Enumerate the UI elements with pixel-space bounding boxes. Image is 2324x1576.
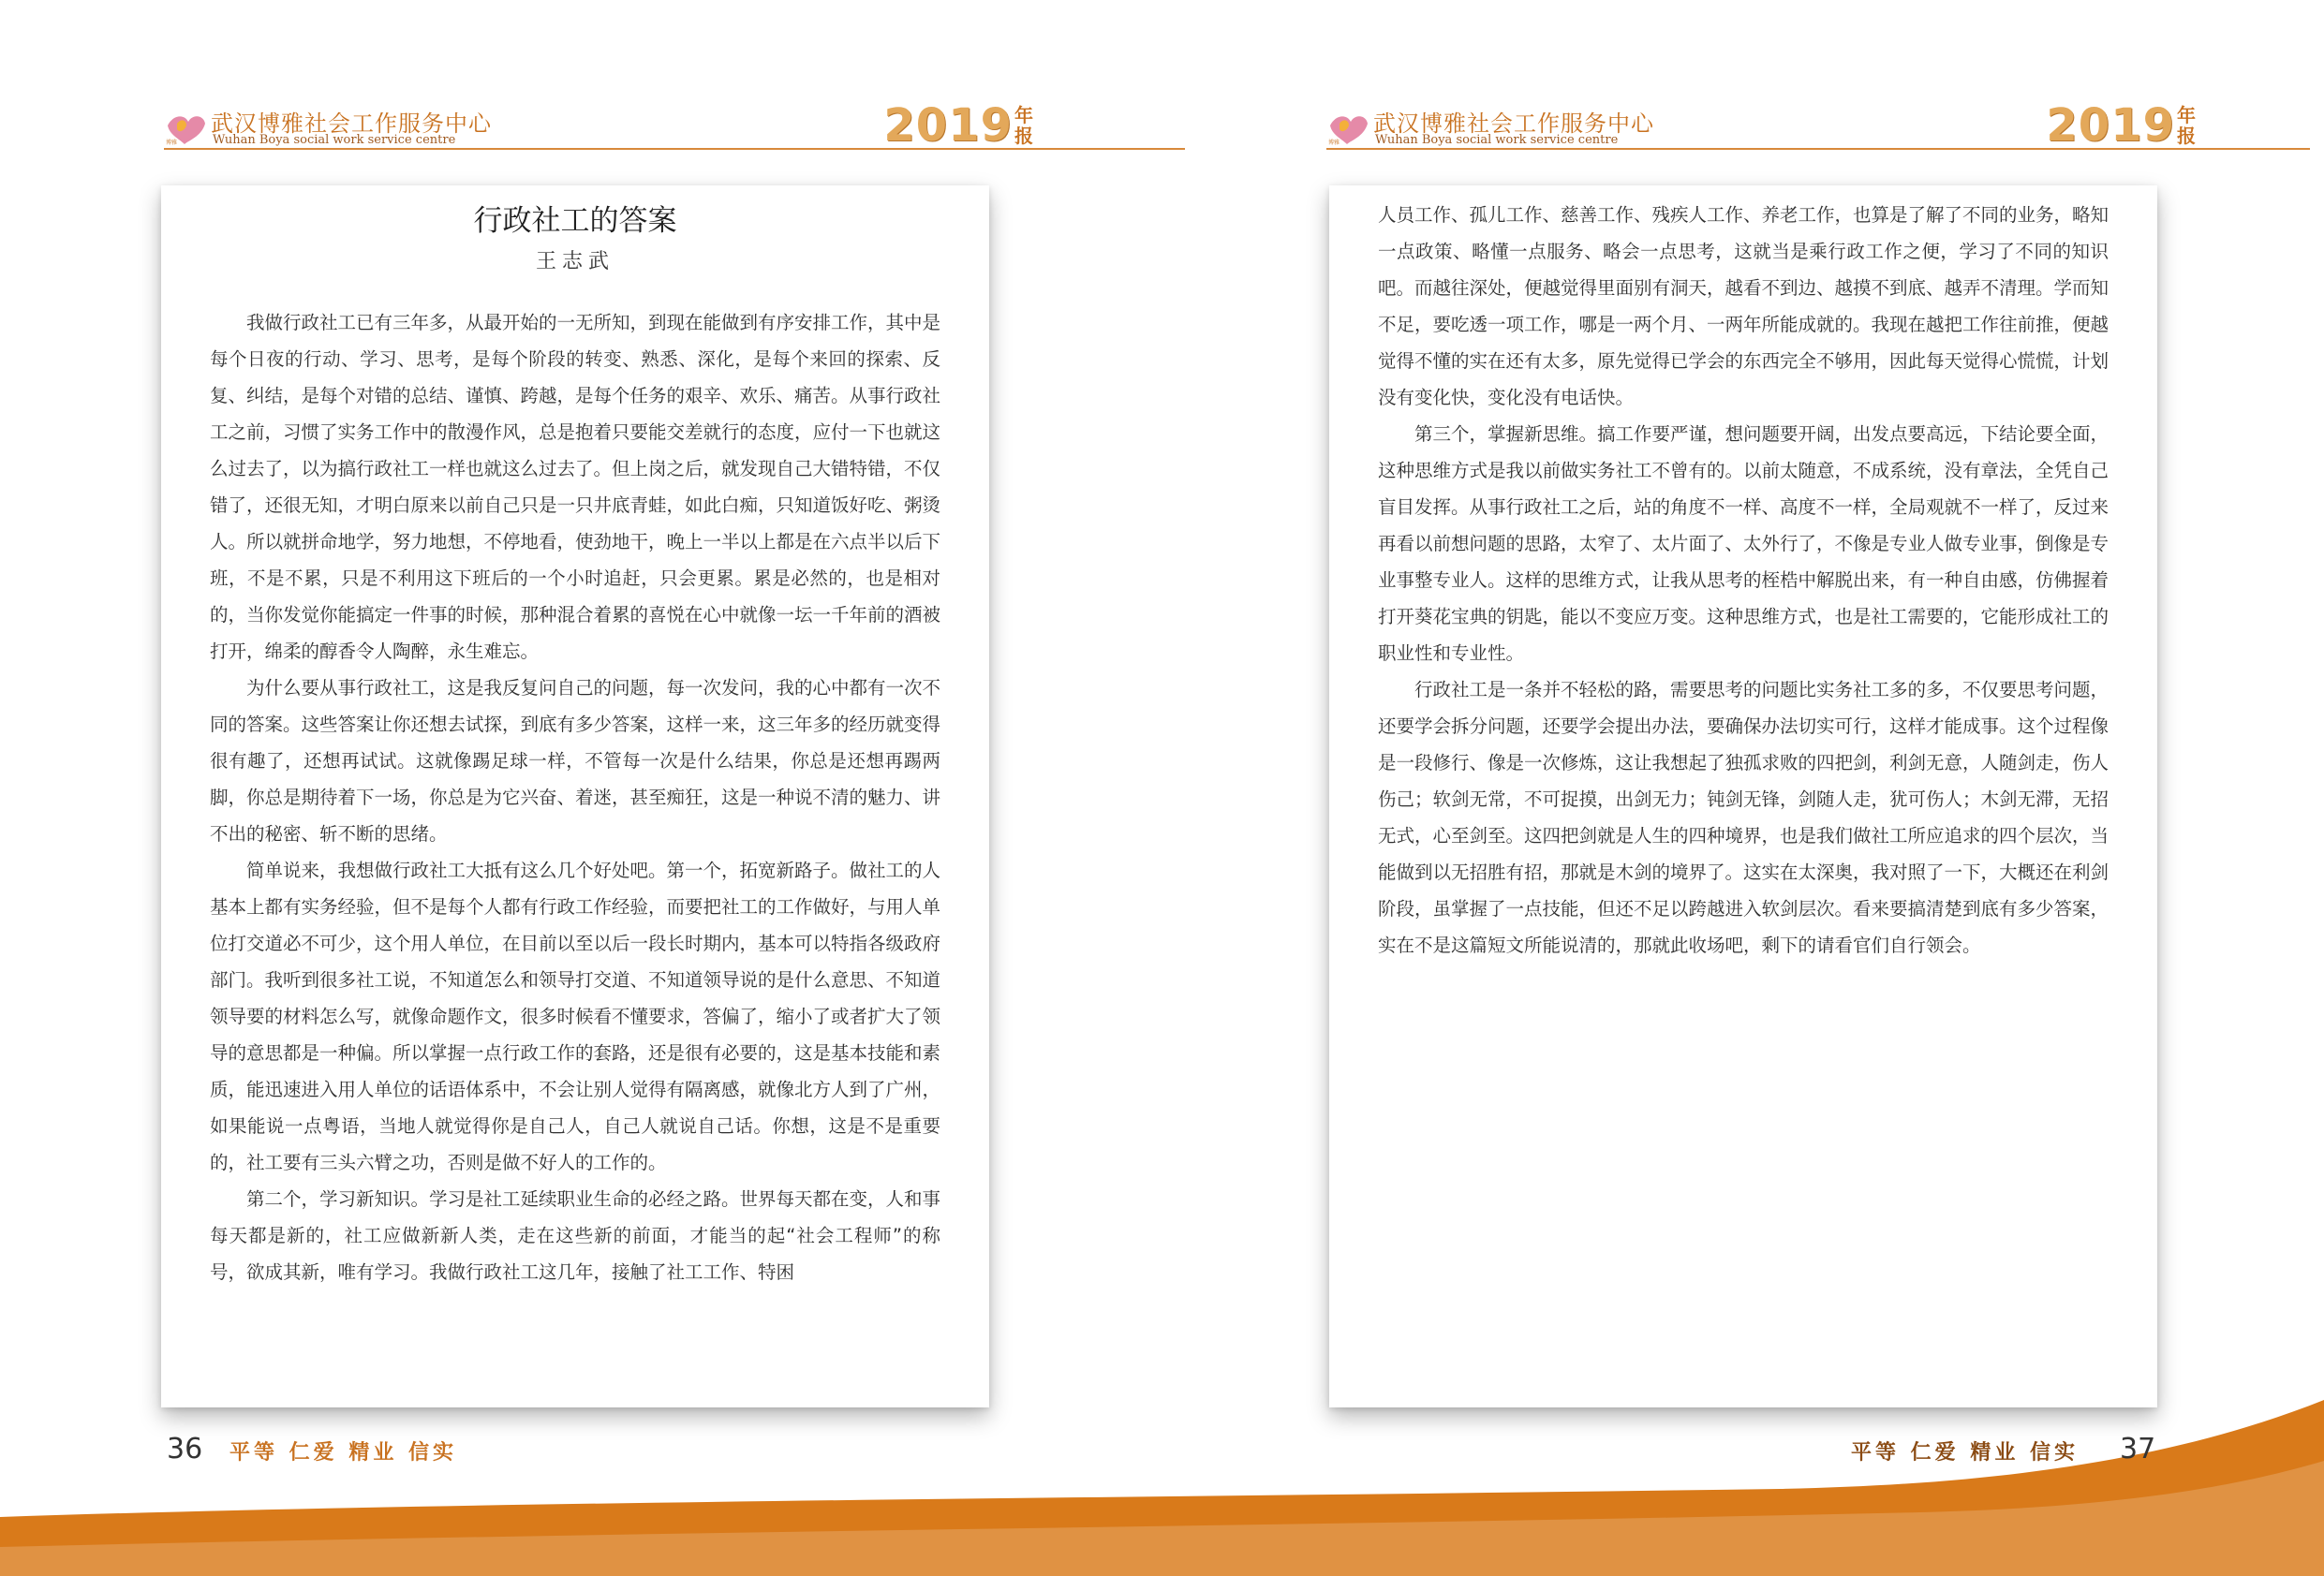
- page-header: [1326, 105, 1654, 152]
- org-name-cn: 武汉博雅社会工作服务中心: [1373, 110, 1654, 137]
- org-name-cn: 武汉博雅社会工作服务中心: [211, 110, 492, 137]
- year-badge: [866, 99, 1035, 152]
- paragraph: 简单说来，我想做行政社工大抵有这么几个好处吧。第一个，拓宽新路子。做社工的人基本上都有实务经验，但不是每个人都有行政工作经验，而要把社工的工作做好，与用人单位打交道必不可少，这个用人单位，在目前以至以后一段长时期内，基本可以特指各级政府部门。我听到很多社工说，不知道怎么和领导打交道、不知道领导说的是什么意思、不知道领导要的材料怎么写，就像命题作文，很多时候看不懂要求，答偏了，缩小了或者扩大了领导的意思都是一种偏。所以掌握一点行政工作的套路，还是很有必要的，这是基本技能和素质，能迅速进入用人单位的话语体系中，不会让别人觉得有隔离感，就像北方人到了广州，如果能说一点粤语，当地人就觉得你是自己人，自己人就说自己话。你想，这是不是重要的，社工要有三头六臂之功，否则是做不好人的工作的。: [210, 860, 941, 1173]
- year-number: 2019: [2046, 99, 2175, 152]
- svg-text:博雅: 博雅: [1328, 140, 1340, 146]
- article-body: [210, 304, 940, 1290]
- org-logo-icon: [1326, 109, 1369, 146]
- article-body: [1378, 197, 2109, 964]
- paragraph: 行政社工是一条并不轻松的路，需要思考的问题比实务社工多的多，不仅要思考问题，还要学会拆分问题，还要学会提出办法，要确保办法切实可行，这样才能成事。这个过程像是一段修行、像是一次修炼，这让我想起了独孤求败的四把剑，利剑无意，人随剑走，伤人伤己；软剑无常，不可捉摸，出剑无力；钝剑无锋，剑随人走，犹可伤人；木剑无滞，无招无式，心至剑至。这四把剑就是人生的四种境界，也是我们做社工所应追求的四个层次，当能做到以无招胜有招，那就是木剑的境界了。这实在太深奥，我对照了一下，大概还在利剑阶段，虽掌握了一点技能，但还不足以跨越进入软剑层次。看来要搞清楚到底有多少答案，实在不是这篇短文所能说清的，那就此收场吧，剩下的请看官们自行领会。: [1378, 679, 2109, 956]
- page-header: [164, 105, 492, 152]
- org-name-en: Wuhan Boya social work service centre: [1375, 133, 1619, 147]
- page-number: 37: [2120, 1433, 2156, 1466]
- svg-text:博雅: 博雅: [166, 140, 178, 146]
- org-name-en: Wuhan Boya social work service centre: [213, 133, 456, 147]
- paragraph: 第二个，学习新知识。学习是社工延续职业生命的必经之路。世界每天都在变，人和事每天都是新的，社工应做新新人类，走在这些新的前面，才能当的起“社会工程师”的称号，欲成其新，唯有学习。我做行政社工这几年，接触了社工工作、特困: [210, 1188, 941, 1283]
- year-badge: [2029, 99, 2198, 152]
- article-card: [1329, 185, 2157, 1407]
- motto: 平等 仁爱 精业 信实: [229, 1440, 457, 1465]
- article-title: 行政社工的答案: [473, 204, 677, 238]
- right-page: [1162, 0, 2324, 1576]
- page-number: 36: [167, 1433, 203, 1466]
- year-suffix: 年报: [2177, 104, 2196, 147]
- motto: 平等 仁爱 精业 信实: [1851, 1440, 2079, 1465]
- year-suffix: 年报: [1014, 104, 1033, 147]
- paragraph: 我做行政社工已有三年多，从最开始的一无所知，到现在能做到有序安排工作，其中是每个日夜的行动、学习、思考，是每个阶段的转变、熟悉、深化，是每个来回的探索、反复、纠结，是每个对错的总结、谨慎、跨越，是每个任务的艰辛、欢乐、痛苦。从事行政社工之前，习惯了实务工作中的散漫作风，总是抱着只要能交差就行的态度，应付一下也就这么过去了，以为搞行政社工一样也就这么过去了。但上岗之后，就发现自己大错特错，不仅错了，还很无知，才明白原来以前自己只是一只井底青蛙，如此白痴，只知道饭好吃、粥烫人。所以就拼命地学，努力地想，不停地看，使劲地干，晚上一半以上都是在六点半以后下班，不是不累，只是不利用这下班后的一个小时追赶，只会更累。累是必然的，也是相对的，当你发觉你能搞定一件事的时候，那种混合着累的喜悦在心中就像一坛一千年前的酒被打开，绵柔的醇香令人陶醉，永生难忘。: [210, 312, 941, 662]
- article-card: [161, 185, 989, 1407]
- article-author: 王志武: [535, 250, 614, 273]
- paragraph: 人员工作、孤儿工作、慈善工作、残疾人工作、养老工作，也算是了解了不同的业务，略知一点政策、略懂一点服务、略会一点思考，这就当是乘行政工作之便，学习了不同的知识吧。而越往深处，便越觉得里面别有洞天，越看不到边、越摸不到底、越弄不清理。学而知不足，要吃透一项工作，哪是一两个月、一两年所能成就的。我现在越把工作往前推，便越觉得不懂的实在还有太多，原先觉得已学会的东西完全不够用，因此每天觉得心慌慌，计划没有变化快，变化没有电话快。: [1378, 204, 2109, 408]
- org-logo-icon: [164, 109, 207, 146]
- year-number: 2019: [883, 99, 1013, 152]
- paragraph: 为什么要从事行政社工，这是我反复问自己的问题，每一次发问，我的心中都有一次不同的答案。这些答案让你还想去试探，到底有多少答案，这样一来，这三年多的经历就变得很有趣了，还想再试试。这就像踢足球一样，不管每一次是什么结果，你总是还想再踢两脚，你总是期待着下一场，你总是为它兴奋、着迷，甚至痴狂，这是一种说不清的魅力、讲不出的秘密、斩不断的思绪。: [210, 677, 941, 845]
- paragraph: 第三个，掌握新思维。搞工作要严谨，想问题要开阔，出发点要高远，下结论要全面，这种思维方式是我以前做实务社工不曾有的。以前太随意，不成系统，没有章法，全凭自己盲目发挥。从事行政社工之后，站的角度不一样、高度不一样，全局观就不一样了，反过来再看以前想问题的思路，太窄了、太片面了、太外行了，不像是专业人做专业事，倒像是专业事整专业人。这样的思维方式，让我从思考的桎梏中解脱出来，有一种自由感，仿佛握着打开葵花宝典的钥匙，能以不变应万变。这种思维方式，也是社工需要的，它能形成社工的职业性和专业性。: [1378, 423, 2109, 664]
